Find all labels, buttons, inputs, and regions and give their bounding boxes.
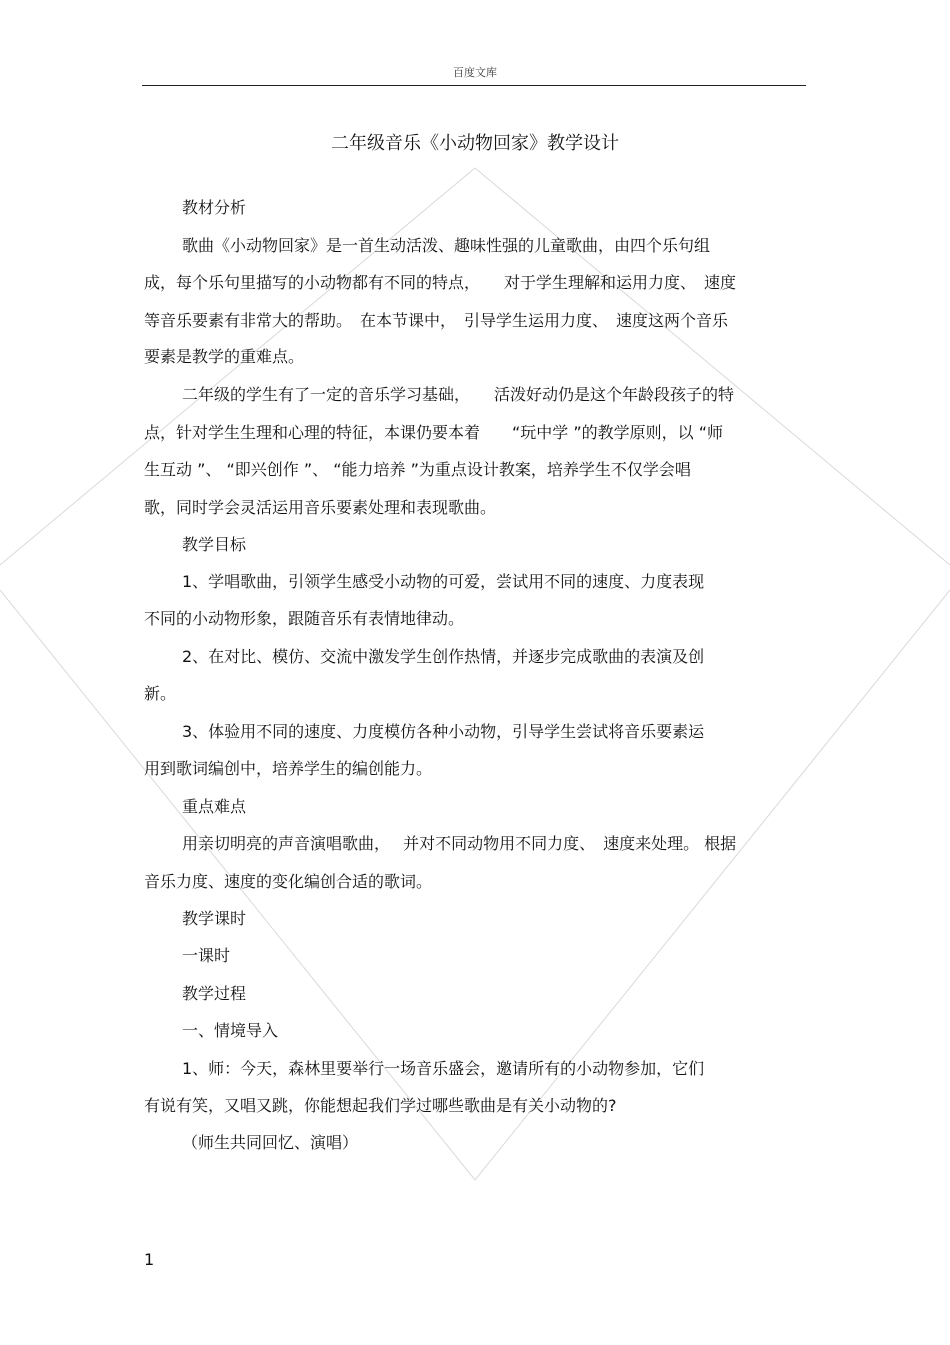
page-number: 1 — [144, 1250, 155, 1269]
paragraph-line: 用亲切明亮的声音演唱歌曲， 并对不同动物用不同力度、 速度来处理。 根据 — [182, 834, 737, 853]
paragraph-line: 歌，同时学会灵活运用音乐要素处理和表现歌曲。 — [144, 498, 497, 517]
goal-item-line: 新。 — [144, 684, 177, 703]
paragraph-line: 歌曲《小动物回家》是一首生动活泼、趣味性强的儿童歌曲，由四个乐句组 — [182, 236, 711, 255]
heading-textbook-analysis: 教材分析 — [182, 198, 247, 217]
paragraph-line: 音乐力度、速度的变化编创合适的歌词。 — [144, 872, 433, 891]
goal-item-line: 用到歌词编创中，培养学生的编创能力。 — [144, 759, 433, 778]
heading-key-points: 重点难点 — [182, 797, 247, 816]
paragraph-line: 点，针对学生生理和心理的特征，本课仍要本着 “玩中学 ”的教学原则，以 “师 — [144, 423, 724, 442]
header-site-name: 百度文库 — [453, 66, 497, 79]
paragraph-line: 生互动 ”、 “即兴创作 ”、 “能力培养 ”为重点设计教案，培养学生不仅学会唱 — [144, 460, 691, 479]
paragraph-line: 等音乐要素有非常大的帮助。 在本节课中， 引导学生运用力度、 速度这两个音乐 — [144, 311, 729, 330]
subheading-intro: 一、情境导入 — [182, 1021, 279, 1040]
paragraph-line: 有说有笑，又唱又跳，你能想起我们学过哪些歌曲是有关小动物的? — [144, 1096, 617, 1115]
goal-item-line: 不同的小动物形象，跟随音乐有表情地律动。 — [144, 609, 465, 628]
goal-item-line: 2、在对比、模仿、交流中激发学生创作热情，并逐步完成歌曲的表演及创 — [182, 647, 705, 666]
heading-class-hours: 教学课时 — [182, 909, 247, 928]
header-divider — [142, 85, 806, 86]
paragraph-line: 成，每个乐句里描写的小动物都有不同的特点， 对于学生理解和运用力度、 速度 — [144, 273, 737, 292]
document-title: 二年级音乐《小动物回家》教学设计 — [331, 133, 619, 154]
goal-item-line: 3、体验用不同的速度、力度模仿各种小动物，引导学生尝试将音乐要素运 — [182, 722, 705, 741]
heading-teaching-goals: 教学目标 — [182, 535, 247, 554]
paragraph-line: 要素是教学的重难点。 — [144, 347, 305, 366]
paragraph-line: （师生共同回忆、演唱） — [182, 1133, 359, 1152]
heading-teaching-process: 教学过程 — [182, 984, 247, 1003]
goal-item-line: 1、学唱歌曲，引领学生感受小动物的可爱，尝试用不同的速度、力度表现 — [182, 572, 705, 591]
paragraph-line: 二年级的学生有了一定的音乐学习基础， 活泼好动仍是这个年龄段孩子的特 — [182, 385, 735, 404]
paragraph-line: 一课时 — [182, 946, 231, 965]
paragraph-line: 1、师：今天，森林里要举行一场音乐盛会，邀请所有的小动物参加，它们 — [182, 1059, 705, 1078]
